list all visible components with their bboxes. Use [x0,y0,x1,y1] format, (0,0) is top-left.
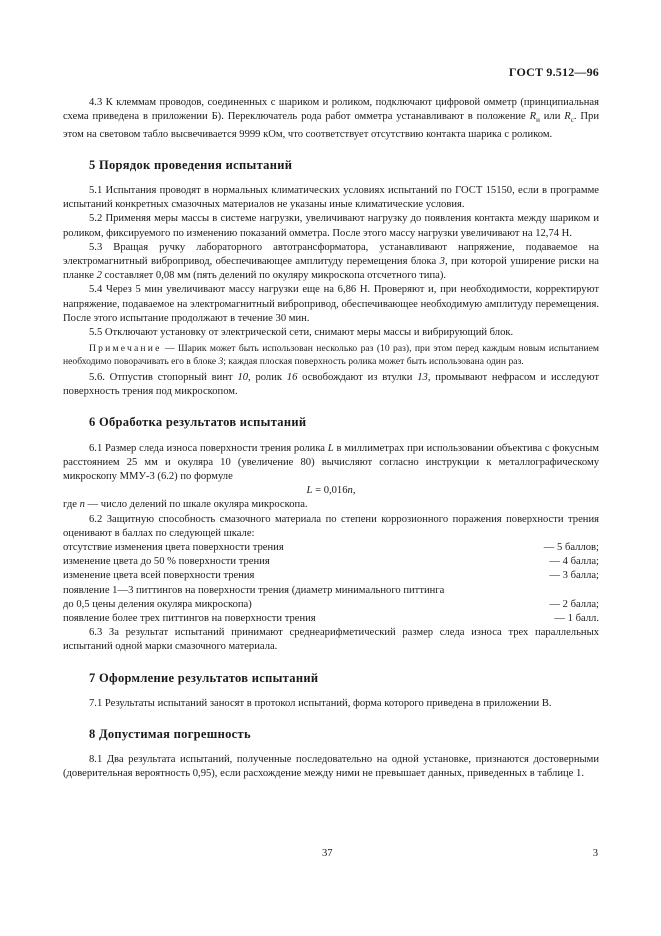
document-body [63,96,599,782]
scale-row: изменение цвета всей поверхности трения — 3 балла; [63,570,599,582]
doc-header: ГОСТ 9.512—96 [508,65,599,79]
page-number: 37 [322,848,333,859]
scale-row: отсутствие изменения цвета поверхности трения — 5 баллов; [63,542,599,553]
sheet-number: 3 [592,848,598,859]
section-5-title: 5 Порядок проведения испытаний [89,157,293,172]
paragraph-5-1: 5.1 Испытания проводят в нормальных климатических условиях испытаний по ГОСТ 15150, если в программе испытаний конкретных смазочных материалов не указаны иные климатические условия. [63,184,599,211]
paragraph-7-1: 7.1 Результаты испытаний заносят в протокол испытаний, форма которого приведена в приложении В. [89,697,552,709]
paragraph-6-1: 6.1 Размер следа износа поверхности трения ролика L в миллиметрах при использовании объектива с фокусным расстоянием 25 мм и окуляра 10 (увеличение 80) вычисляют согласно инструкции к металлографическому микроскопу ММУ-3 (6.2) по формуле [63,442,600,482]
scale-row: появление 1—3 питтингов на поверхности трения (диаметр минимального питтинга [63,584,445,596]
formula-legend: где n — число делений по шкале окуляра микроскопа. [63,499,308,511]
scale-row: изменение цвета до 50 % поверхности трения — 4 балла; [63,556,599,568]
paragraph-5-5: 5.5 Отключают установку от электрической сети, снимают меры массы и вибрирующий блок. [89,326,514,338]
section-6-title: 6 Обработка результатов испытаний [89,415,307,430]
paragraph-5-2: 5.2 Применяя меры массы в системе нагрузки, увеличивают нагрузку до появления контакта между шариком и роликом, фиксируемого по изменению показаний омметра. После этого массу нагрузки увеличивают на 12,74 Н. [63,213,599,239]
paragraph-4-3: 4.3 К клеммам проводов, соединенных с шариком и роликом, подключают цифровой омметр (принципиальная схема приведена в приложении Б). Переключатель рода работ омметра устанавливают в положение $R_и$ или $R_с$. При этом на световом табло высвечивается 9999 кОм, что соответствует отсутствию контакта шарика с роликом. [63,97,599,140]
paragraph-8-1: 8.1 Два результата испытаний, полученные последовательно на одной установке, признаются достоверными (доверительная вероятность 0,95), если расхождение между ними не превышает данных, приведенных в таблице 1. [63,754,599,780]
section-8-title: 8 Допустимая погрешность [89,727,251,742]
scale-row: до 0,5 цены деления окуляра микроскопа) — 2 балла; [63,598,599,610]
section-7-title: 7 Оформление результатов испытаний [89,670,319,685]
paragraph-5-3: 5.3 Вращая ручку лабораторного автотрансформатора, устанавливают напряжение, подаваемое на электромагнитный вибропривод, обеспечивающее амплитуду перемещения блока 3, при которой уширение риски на планке 2 составляет 0,08 мм (пять делений по окуляру микроскопа отсчетного типа). [63,241,599,282]
paragraph-6-2: 6.2 Защитную способность смазочного материала по степени коррозионного поражения поверхности трения оценивают в баллах по следующей шкале: [63,513,599,539]
note: Примечание — Шарик может быть использован несколько раз (10 раз), при этом перед каждым новым испытанием необходимо поворачивать его в блоке 3; каждая плоская поверхность ролика может быть использована один раз. [63,343,599,367]
formula: L = 0,016n, [306,485,356,497]
paragraph-6-3: 6.3 За результат испытаний принимают среднеарифметический размер следа износа трех параллельных испытаний одной марки смазочного материала. [63,627,599,653]
paragraph-5-4: 5.4 Через 5 мин увеличивают массу нагрузки еще на 6,86 Н. Проверяют и, при необходимости, корректируют напряжение, подаваемое на электромагнитный вибропривод, обеспечивающее необходимую амплитуду перемещения. После этого испытание продолжают в течение 30 мин. [63,284,599,324]
paragraph-5-6: 5.6. Отпустив стопорный винт 10, ролик 16 освобождают из втулки 13, промывают нефрасом и исследуют поверхность трения под микроскопом. [63,371,599,398]
scale-row: появление более трех питтингов на поверхности трения — 1 балл. [63,613,599,625]
rating-scale [63,541,599,626]
